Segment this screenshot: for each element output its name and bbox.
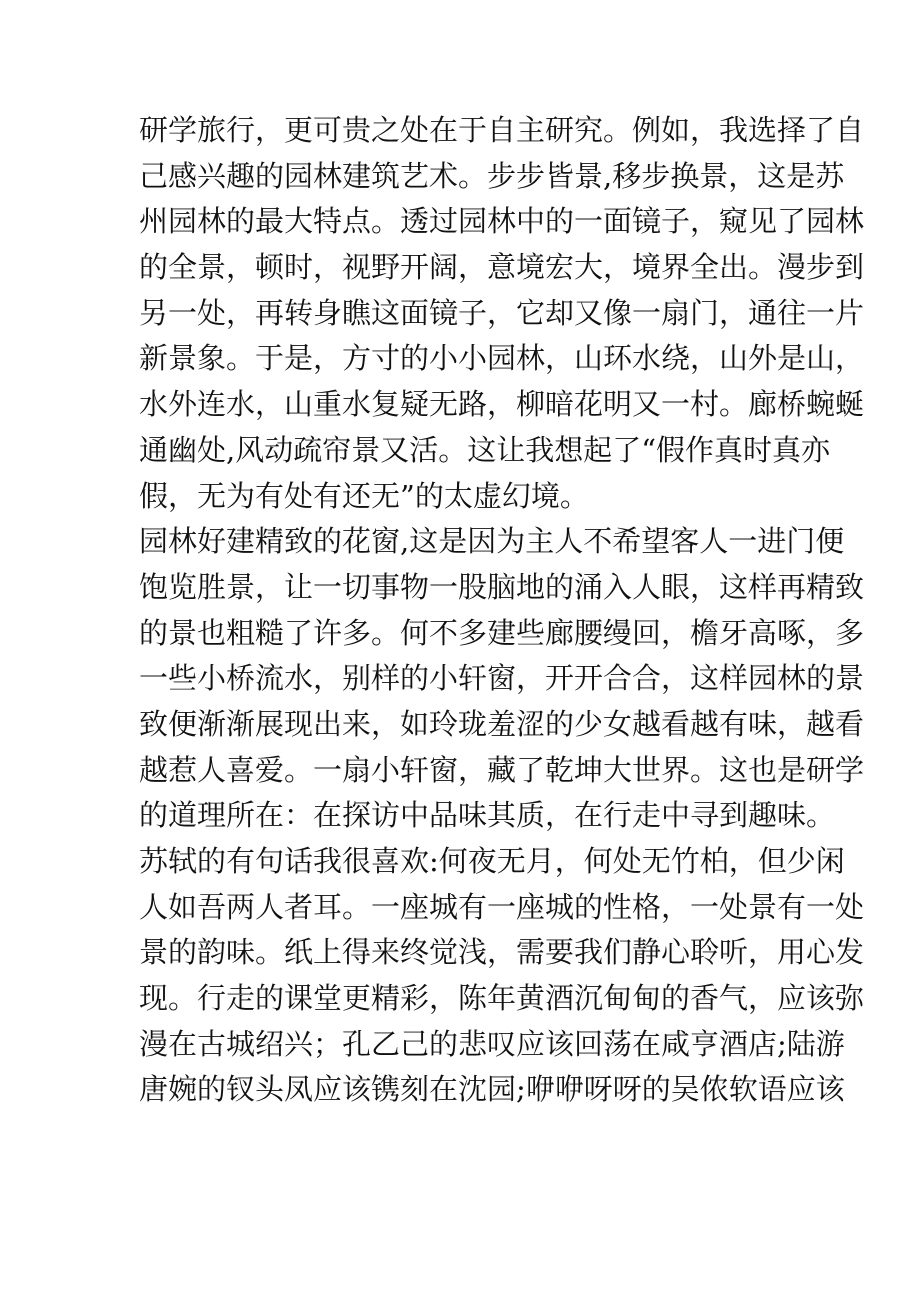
text-line: 新景象。于是，方寸的小小园林，山环水绕，山外是山，: [139, 341, 865, 376]
text-line: 景的韵味。纸上得来终觉浅，需要我们静心聆听，用心发: [139, 935, 865, 970]
text-line: 的道理所在：在探访中品味其质，在行走中寻到趣味。: [139, 798, 836, 833]
paragraph-3: [139, 839, 865, 1113]
text-line: 己感兴趣的园林建筑艺术。步步皆景,移步换景，这是苏: [139, 158, 845, 193]
text-line: 苏轼的有句话我很喜欢:何夜无月，何处无竹柏，但少闲: [139, 844, 845, 878]
text-line: 研学旅行，更可贵之处在于自主研究。例如，我选择了自: [139, 113, 865, 147]
text-line: 一些小桥流水，别样的小轩窗，开开合合，这样园林的景: [139, 661, 865, 696]
text-line: 唐婉的钗头凤应该镌刻在沈园;咿咿呀呀的吴侬软语应该: [139, 1072, 845, 1107]
text-line: 致便渐渐展现出来，如玲珑羞涩的少女越看越有味，越看: [139, 706, 865, 741]
paragraph-2: [139, 519, 865, 839]
document-body: [139, 108, 865, 1113]
text-line: 人如吾两人者耳。一座城有一座城的性格，一处景有一处: [139, 889, 865, 924]
text-line: 越惹人喜爱。一扇小轩窗，藏了乾坤大世界。这也是研学: [139, 752, 865, 787]
text-line: 另一处，再转身瞧这面镜子，它却又像一扇门，通往一片: [139, 295, 865, 330]
text-line: 的全景，顿时，视野开阔，意境宏大，境界全出。漫步到: [139, 250, 865, 285]
text-line: 水外连水，山重水复疑无路，柳暗花明又一村。廊桥蜿蜒: [139, 387, 865, 422]
text-line: 假，无为有处有还无”的太虚幻境。: [139, 478, 589, 513]
text-line: 园林好建精致的花窗,这是因为主人不希望客人一进门便: [139, 524, 845, 559]
text-line: 州园林的最大特点。透过园林中的一面镜子，窥见了园林: [139, 204, 865, 239]
text-line: 的景也粗糙了许多。何不多建些廊腰缦回，檐牙高啄，多: [139, 615, 865, 650]
text-line: 漫在古城绍兴；孔乙己的悲叹应该回荡在咸亨酒店;陆游: [139, 1026, 845, 1061]
text-line: 现。行走的课堂更精彩，陈年黄酒沉甸甸的香气，应该弥: [139, 981, 865, 1016]
paragraph-1: [139, 108, 865, 519]
text-line: 饱览胜景，让一切事物一股脑地的涌入人眼，这样再精致: [139, 569, 865, 604]
text-line: 通幽处,风动疏帘景又活。这让我想起了“假作真时真亦: [139, 432, 831, 467]
